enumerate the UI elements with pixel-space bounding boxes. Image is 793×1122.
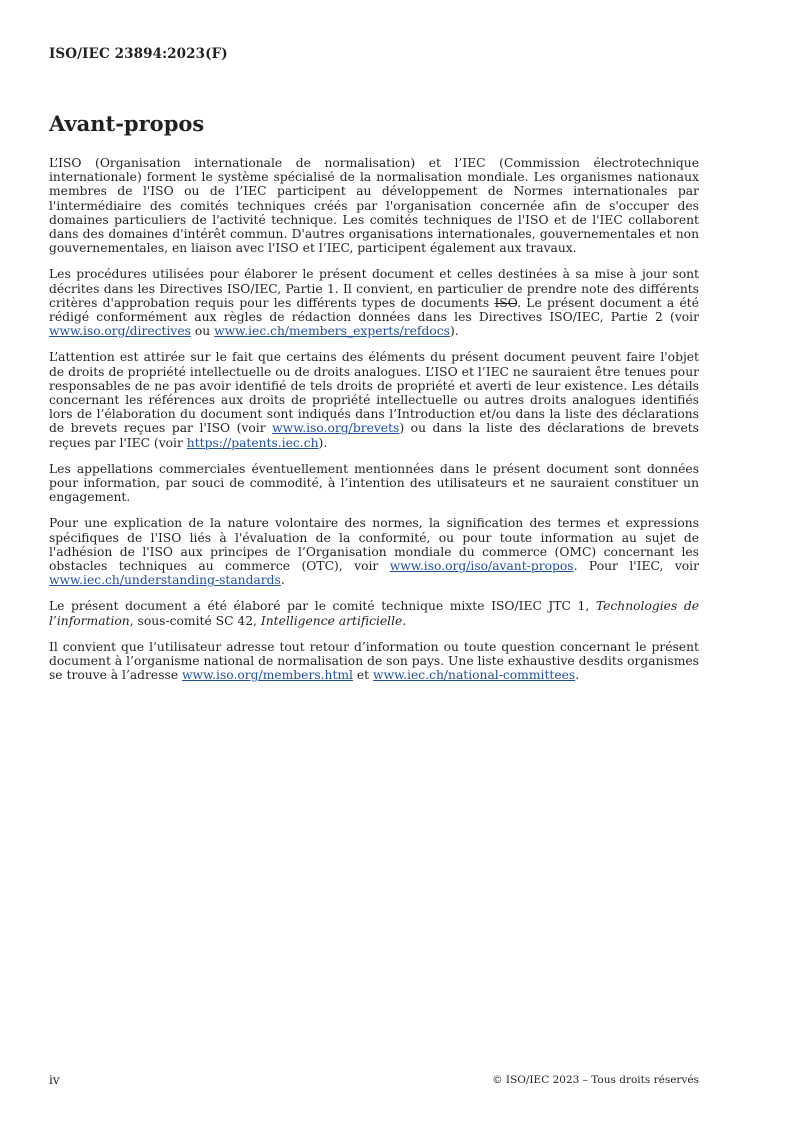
paragraph-organization: L’ISO (Organisation internationale de normalisation) et l’IEC (Commission électrotechnique internationale) forment le système spécialisé de la normalisation mondiale. Les organismes nationaux membres de l'ISO ou de l’IEC participent au développement de Normes internationales par l'intermédiaire des comités techniques créés par l'organisation concernée afin de s'occuper des domaines particuliers de l'activité technique. Les comités techniques de l'ISO et de l'IEC collaborent dans des domaines d'intérêt commun. D'autres organisations internationales, gouvernementales et non gouvernementales, en liaison avec l'ISO et l’IEC, participent également aux travaux. — [49, 156, 699, 256]
copyright-notice: © ISO/IEC 2023 – Tous droits réservés — [492, 1074, 699, 1086]
text-span: , sous-comité SC 42, — [129, 613, 261, 628]
text-span: Le présent document a été élaboré par le comité technique mixte ISO/IEC JTC 1, — [49, 599, 596, 614]
text-span: Les procédures utilisées pour élaborer le présent document et celles destinées à sa mise à jour sont décrites dans les Directives ISO/IEC, Partie 1. Il convient, en particulier de prendre note des différents critères d'approbation requis pour les différents types de documents — [49, 267, 699, 310]
text-span: ). — [449, 324, 459, 339]
paragraph-voluntary-nature — [49, 516, 699, 587]
committee-name: Technologies de l’information — [49, 599, 699, 628]
paragraph-patents — [49, 350, 699, 449]
text-span: Pour une explication de la nature volontaire des normes, la signification des termes et expressions spécifiques de l'ISO liés à l'évaluation de la conformité, ou pour toute information au sujet de l'adhésion de l'ISO aux principes de l’Organisation mondiale du commerce (OMC) concernant les obstacles techniques au commerce (OTC), voir — [49, 516, 699, 574]
subcommittee-name: Intelligence artificielle — [260, 613, 403, 628]
text-span: ). — [318, 435, 328, 450]
link-iec-understanding-standards[interactable]: www.iec.ch/understanding-standards — [49, 573, 281, 588]
text-span: . Le présent document a été rédigé conformément aux règles de rédaction données dans les Directives ISO/IEC, Partie 2 (voir — [49, 295, 699, 325]
struck-text: ISO — [494, 295, 518, 310]
document-body — [49, 156, 699, 695]
paragraph-feedback — [49, 640, 699, 683]
paragraph-procedures — [49, 267, 699, 338]
link-iso-members[interactable]: www.iso.org/members.html — [182, 668, 353, 683]
paragraph-committee — [49, 599, 699, 627]
link-iso-directives[interactable]: www.iso.org/directives — [49, 324, 191, 339]
page-number: iv — [49, 1073, 60, 1087]
link-iec-refdocs[interactable]: www.iec.ch/members_experts/refdocs — [214, 324, 450, 339]
link-iec-patents[interactable]: https://patents.iec.ch — [186, 435, 319, 450]
text-span: . — [575, 668, 580, 683]
text-span: . — [280, 573, 285, 588]
text-span: . Pour l'IEC, voir — [573, 559, 699, 574]
link-iec-national-committees[interactable]: www.iec.ch/national-committees — [373, 668, 576, 683]
text-span: Il convient que l’utilisateur adresse tout retour d’information ou toute question concernant le présent document à l’organisme national de normalisation de son pays. Une liste exhaustive desdits organismes se trouve à l’adresse — [49, 639, 699, 683]
paragraph-trade-names: Les appellations commerciales éventuellement mentionnées dans le présent document sont données pour information, par souci de commodité, à l’intention des utilisateurs et ne sauraient constituer un engagement. — [49, 461, 699, 505]
page-title: Avant-propos — [49, 111, 205, 136]
link-iso-brevets[interactable]: www.iso.org/brevets — [272, 421, 400, 436]
text-span: L’attention est attirée sur le fait que certains des éléments du présent document peuvent faire l'objet de droits de propriété intellectuelle ou de droits analogues. L’ISO et l’IEC ne sauraient être tenues pour responsables de ne pas avoir identifié de tels droits de propriété et averti de leur existence. Les détails concernant les références aux droits de propriété intellectuelle ou autres droits analogues identifiés lors de l’élaboration du document sont indiqués dans l’Introduction et/ou dans la liste des déclarations de brevets reçues par l'ISO (voir — [49, 350, 699, 436]
text-span: ou — [190, 324, 215, 339]
text-span: et — [353, 668, 374, 683]
text-span: ) ou dans la liste des déclarations de brevets reçues par l'IEC (voir — [49, 421, 699, 450]
document-id: ISO/IEC 23894:2023(F) — [49, 46, 228, 62]
link-iso-avant-propos[interactable]: www.iso.org/iso/avant-propos — [389, 559, 574, 574]
text-span: . — [402, 613, 407, 628]
